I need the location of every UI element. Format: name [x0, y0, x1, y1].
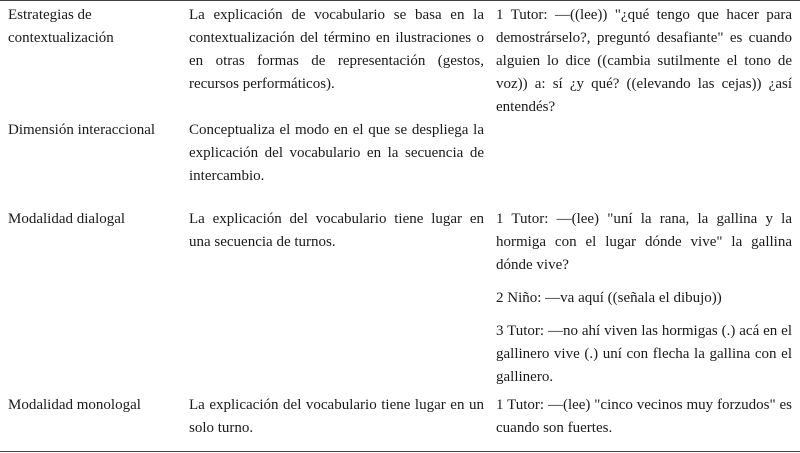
example-cell — [492, 208, 800, 394]
definition-cell: La explicación del vocabulario tiene lugar en una secuencia de turnos. — [189, 211, 484, 250]
vocabulary-explanation-table — [0, 4, 800, 440]
category-cell: Modalidad monologal — [8, 397, 141, 413]
example-turn: 3 Tutor: —no ahí viven las hormigas (.) acá en el gallinero vive (.) uní con flecha la gallina con el gallinero. — [496, 323, 792, 385]
table-row-monologal — [0, 394, 800, 440]
table-row-estrategias — [0, 4, 800, 119]
example-cell — [492, 394, 800, 440]
definition-cell: La explicación del vocabulario tiene lugar en un solo turno. — [189, 397, 484, 436]
definition-cell: Conceptualiza el modo en el que se despliega la explicación del vocabulario en la secuencia de intercambio. — [189, 122, 484, 184]
example-cell — [492, 4, 800, 119]
table-bottom-rule — [0, 451, 800, 452]
example-turn: 1 Tutor: —(lee) "uní la rana, la gallina y la hormiga con el lugar dónde vive" la gallina dónde vive? — [496, 211, 792, 273]
category-cell: Modalidad dialogal — [8, 211, 126, 227]
example-turn: 2 Niño: —va aquí ((señala el dibujo)) — [496, 290, 722, 306]
table-row-dialogal — [0, 208, 800, 394]
table-top-rule — [0, 0, 800, 1]
example-turn: 1 Tutor: —((lee)) "¿qué tengo que hacer para demostrárselo?, preguntó desafiante" es cuando alguien lo dice ((cambia sutilmente el tono de voz)) a: sí ¿y qué? ((elevando las cejas)) ¿así entendés? — [496, 7, 792, 115]
table-row-dimension — [0, 119, 800, 208]
example-cell — [492, 119, 800, 208]
definition-cell: La explicación de vocabulario se basa en la contextualización del término en ilustraciones o en otras formas de representación (gestos, recursos performáticos). — [189, 7, 484, 92]
category-cell: Dimensión interaccional — [8, 122, 156, 138]
example-turn: 1 Tutor: —(lee) "cinco vecinos muy forzudos" es cuando son fuertes. — [496, 397, 792, 436]
category-cell: Estrategias de contextualización — [8, 7, 114, 46]
